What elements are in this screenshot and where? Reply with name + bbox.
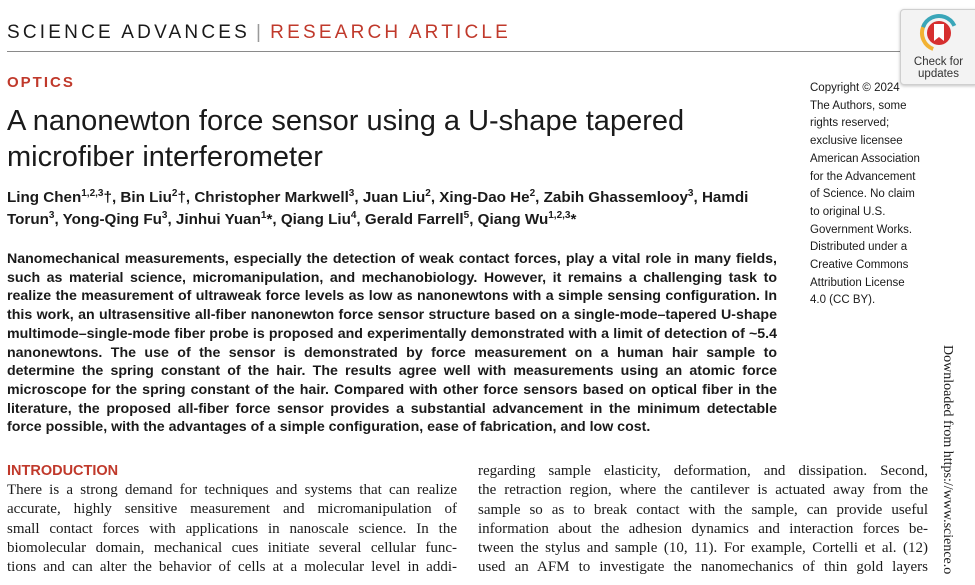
author-separator: , (111, 189, 121, 206)
badge-line-1: Check for (913, 56, 964, 68)
author-mark: * (266, 211, 273, 228)
author-separator: , (430, 189, 440, 206)
check-for-updates-label (901, 56, 975, 80)
intro-text-line: information about the adhesion dynamics and interaction forces be- (478, 520, 928, 537)
author-mark: † (103, 189, 112, 206)
author-separator: , (354, 189, 363, 206)
author-name: Xing-Dao He (439, 189, 530, 206)
article-type: RESEARCH ARTICLE (270, 22, 512, 43)
author-separator: , (167, 211, 176, 228)
author-name: Yong-Qing Fu (62, 211, 162, 228)
section-label: OPTICS (7, 74, 75, 91)
author-affiliation: 2 (171, 187, 178, 199)
author-separator: , (469, 211, 478, 228)
author-entry[interactable] (478, 211, 577, 228)
masthead-separator: | (256, 22, 265, 43)
author-affiliation: 1,2,3 (81, 187, 104, 199)
download-watermark: Downloaded from https://www.science.o (940, 345, 955, 575)
author-name: Qiang Wu (477, 211, 549, 228)
intro-text-line: the retraction region, where the cantilever is actuated away from the (478, 482, 928, 499)
copyright-notice: Copyright © 2024 The Authors, some rights reserved; exclusive licensee American Association for the Advancement of Science. No claim to original U.S. Government Works. Distributed under a Creative Commons Attribution License 4.0 (CC BY). (810, 82, 920, 307)
author-mark: † (177, 189, 186, 206)
author-separator: , (54, 211, 63, 228)
author-entry[interactable] (120, 189, 194, 206)
author-name: Qiang Liu (280, 211, 351, 228)
author-entry[interactable] (544, 189, 702, 206)
abstract: Nanomechanical measurements, especially the detection of weak contact forces, play a vital role in many fields, such as material science, micromanipulation, and mechanobiology. However, it remains a challenging task to realize the measurement of ultraweak force levels as low as nanonewtons with a simple sensing configuration. In this work, an ultrasensitive all-fiber nanonewton force sensor structure based on a single-mode–tapered U-shape multimode–single-mode fiber probe is proposed and experimentally demonstrated with a limit of detection of ~5.4 nanonewtons. The use of the sensor is demonstrated by force measurement on a human hair sample to determine the spring constant of the hair. The results agree well with measurements using an atomic force microscope for the spring constant of the hair. Compared with other force sensors based on optical fiber in the literature, the proposed all-fiber force sensor provides a substantial advancement in the minimum detectable force possible, with the advantages of a simple configuration, ease of fabrication, and low cost. (7, 251, 777, 436)
intro-text-line: accurate, highly sensitive measurement and micromanipulation of (7, 501, 457, 518)
author-affiliation: 2 (425, 187, 431, 199)
badge-line-2: updates (918, 68, 959, 80)
journal-masthead (7, 22, 511, 44)
author-separator: , (185, 189, 195, 206)
intro-text-line: tween the stylus and sample (10, 11). For example, Cortelli et al. (12) (478, 540, 928, 557)
intro-text-line: biomolecular domain, mechanical cues initiate several cellular func- (7, 539, 457, 556)
intro-text-line: sample so as to break contact with the sample, can provide useful (478, 501, 928, 518)
author-separator: , (693, 189, 702, 206)
author-name: Juan Liu (362, 189, 426, 206)
author-list (7, 187, 797, 231)
author-affiliation: 1,2,3 (548, 209, 571, 221)
intro-text-line: tions and can alter the behavior of cells at a molecular level in addi- (7, 559, 457, 576)
author-name: Ling Chen (7, 189, 82, 206)
author-affiliation: 1 (260, 209, 267, 221)
intro-left-column (7, 481, 457, 577)
author-name: Hamdi Torun (7, 189, 749, 228)
intro-text-line: regarding sample elasticity, deformation, and dissipation. Second, (478, 463, 928, 479)
author-name: Bin Liu (120, 189, 172, 206)
journal-name: SCIENCE ADVANCES (7, 22, 251, 43)
author-separator: , (272, 211, 281, 228)
author-separator: , (356, 211, 365, 228)
author-affiliation: 4 (350, 209, 357, 221)
check-for-updates-badge[interactable] (900, 9, 975, 85)
article-title: A nanonewton force sensor using a U-shape tapered microfiber interferometer (7, 105, 685, 173)
author-entry[interactable] (176, 211, 281, 228)
author-affiliation: 3 (161, 209, 168, 221)
author-name: Gerald Farrell (364, 211, 464, 228)
author-entry[interactable] (439, 189, 543, 206)
author-affiliation: 2 (529, 187, 536, 199)
intro-right-column (478, 462, 928, 578)
introduction-heading: INTRODUCTION (7, 463, 119, 479)
author-entry[interactable] (194, 189, 362, 206)
author-name: Zabih Ghassemlooy (543, 189, 688, 206)
author-name: Jinhui Yuan (175, 211, 261, 228)
author-entry[interactable] (7, 189, 120, 206)
author-affiliation: 3 (48, 209, 55, 221)
author-separator: , (535, 189, 544, 206)
intro-text-line: used an AFM to investigate the nanomechanics of thin gold layers (478, 559, 928, 576)
author-entry[interactable] (363, 189, 439, 206)
author-name: Christopher Markwell (194, 189, 349, 206)
intro-text-line: There is a strong demand for techniques and systems that can realize (7, 482, 457, 498)
author-entry[interactable] (365, 211, 478, 228)
intro-text-line: small contact forces with applications in nanoscale science. In the (7, 520, 457, 537)
header-rule (7, 51, 900, 52)
author-entry[interactable] (63, 211, 176, 228)
author-affiliation: 5 (463, 209, 470, 221)
author-affiliation: 3 (348, 187, 355, 199)
author-mark: * (570, 211, 577, 228)
author-affiliation: 3 (687, 187, 694, 199)
author-entry[interactable] (281, 211, 365, 228)
check-for-updates-icon (919, 13, 959, 53)
